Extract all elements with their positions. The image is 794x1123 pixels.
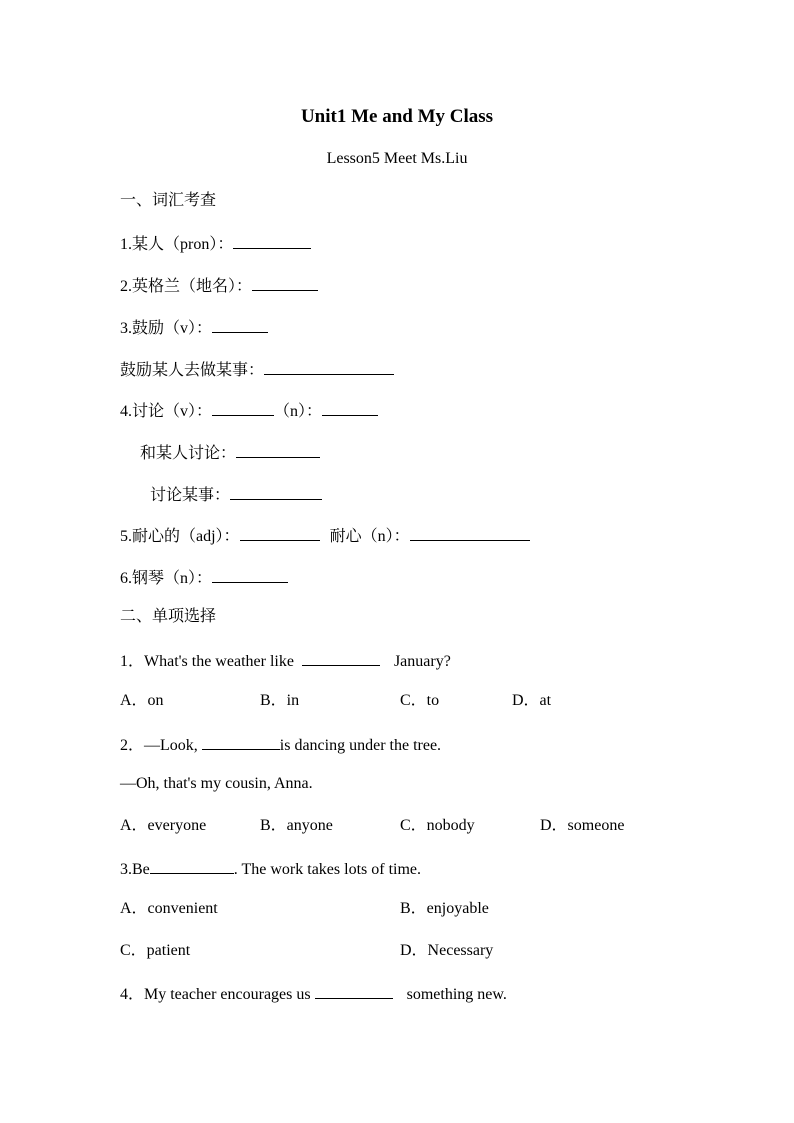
answer-blank[interactable] (212, 566, 288, 583)
answer-blank[interactable] (264, 358, 394, 375)
answer-blank[interactable] (230, 483, 322, 500)
mc-question-1-option-d[interactable]: D．at (512, 692, 552, 709)
mc-question-3-stem-end: . The work takes lots of time. (233, 861, 422, 878)
vocab-question-6 (120, 566, 288, 589)
mc-question-3-stem: 3.Be (120, 861, 150, 878)
mc-question-2-stem: 2．—Look, (120, 737, 198, 754)
answer-blank[interactable] (150, 857, 234, 874)
answer-blank[interactable] (236, 441, 320, 458)
vocab-question-3-text: 3.鼓励（v）： (120, 320, 213, 337)
vocab-question-5-text: 5.耐心的（adj）： (120, 528, 240, 545)
answer-blank[interactable] (212, 399, 274, 416)
mc-question-2-option-d[interactable]: D．someone (540, 817, 625, 834)
mc-question-4 (120, 982, 507, 1005)
mc-question-3-option-c[interactable]: C．patient (120, 942, 191, 959)
vocab-question-3 (120, 316, 268, 339)
vocab-question-4b-text: 和某人讨论： (140, 445, 237, 462)
mc-question-2-option-c[interactable]: C．nobody (400, 817, 475, 834)
mc-question-3-option-d[interactable]: D．Necessary (400, 942, 494, 959)
vocab-question-3b (120, 358, 394, 381)
answer-blank[interactable] (302, 649, 380, 666)
mc-question-2-option-b[interactable]: B．anyone (260, 817, 333, 834)
mc-question-3 (120, 857, 421, 880)
answer-blank[interactable] (322, 399, 378, 416)
vocab-question-1 (120, 232, 311, 255)
answer-blank[interactable] (240, 524, 320, 541)
mc-question-1-stem: 1．What's the weather like (120, 653, 294, 670)
vocab-question-4-noun-text: （n）： (274, 403, 323, 420)
section-vocabulary-heading: 一、词汇考查 (120, 192, 217, 209)
answer-blank[interactable] (410, 524, 530, 541)
vocab-question-5 (120, 524, 530, 547)
mc-question-1-option-b[interactable]: B．in (260, 692, 300, 709)
worksheet-title: Unit1 Me and My Class (300, 106, 494, 127)
mc-question-1-stem-end: January? (393, 653, 451, 670)
mc-question-2-option-a[interactable]: A．everyone (120, 817, 207, 834)
vocab-question-4c (150, 483, 322, 506)
mc-question-1 (120, 649, 451, 672)
vocab-question-4c-text: 讨论某事： (150, 487, 231, 504)
vocab-question-4 (120, 399, 378, 422)
mc-question-2-stem-end: is dancing under the tree. (279, 737, 442, 754)
vocab-question-4b (140, 441, 320, 464)
answer-blank[interactable] (315, 982, 393, 999)
mc-question-3-option-b[interactable]: B．enjoyable (400, 900, 489, 917)
mc-question-1-option-c[interactable]: C．to (400, 692, 440, 709)
answer-blank[interactable] (252, 274, 318, 291)
mc-question-3-option-a[interactable]: A．convenient (120, 900, 218, 917)
mc-question-4-stem-end: something new. (406, 986, 507, 1003)
answer-blank[interactable] (233, 232, 311, 249)
answer-blank[interactable] (202, 733, 280, 750)
mc-question-1-option-a[interactable]: A．on (120, 692, 164, 709)
vocab-question-5-noun-text: 耐心（n）： (329, 528, 410, 545)
vocab-question-2 (120, 274, 318, 297)
mc-question-2 (120, 733, 441, 756)
mc-question-4-stem: 4．My teacher encourages us (120, 986, 311, 1003)
vocab-question-1-text: 1.某人（pron）： (120, 236, 234, 253)
answer-blank[interactable] (212, 316, 268, 333)
section-multiple-choice-heading: 二、单项选择 (120, 608, 217, 625)
vocab-question-3b-text: 鼓励某人去做某事： (120, 362, 265, 379)
vocab-question-4-text: 4.讨论（v）： (120, 403, 213, 420)
vocab-question-6-text: 6.钢琴（n）： (120, 570, 213, 587)
vocab-question-2-text: 2.英格兰（地名）： (120, 278, 253, 295)
mc-question-2-dialogue-line: —Oh, that's my cousin, Anna. (120, 775, 313, 792)
worksheet-subtitle: Lesson5 Meet Ms.Liu (326, 150, 468, 167)
